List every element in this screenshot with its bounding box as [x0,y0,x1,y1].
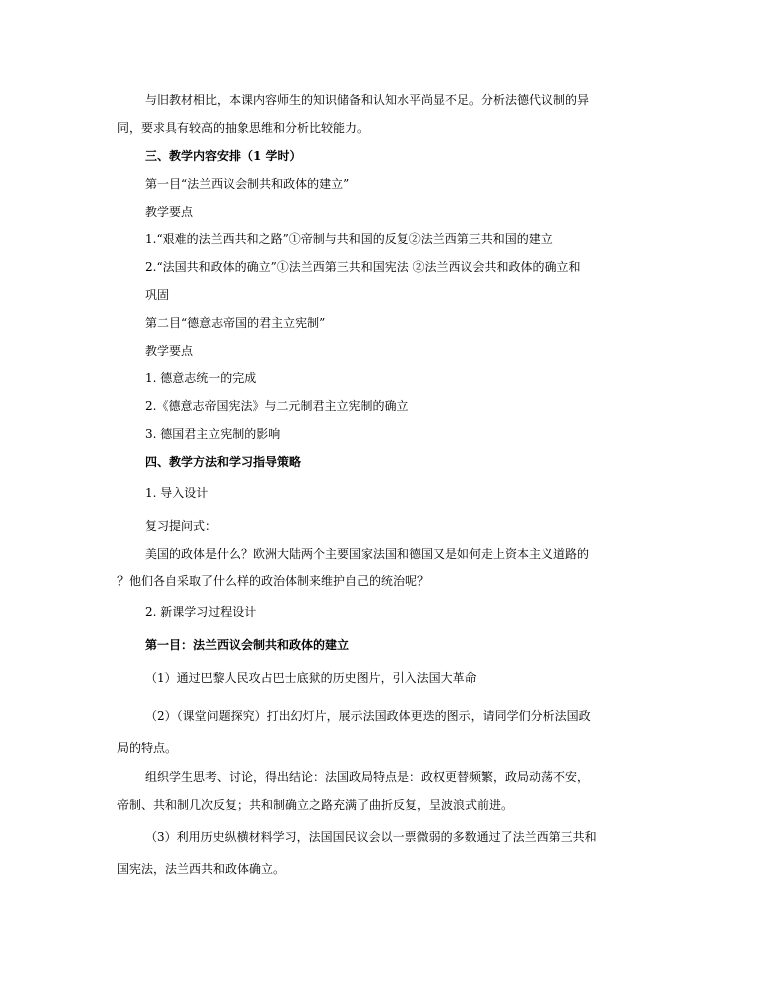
section-heading-4: 四、教学方法和学习指导策略 [145,455,302,469]
teaching-points-label: 教学要点 [145,344,194,358]
method-item: 1. 导入设计 [145,486,209,500]
subsection-title: 第二目“德意志帝国的君主立宪制” [145,316,326,330]
paragraph-line: 同，要求具有较高的抽象思维和分析比较能力。 [117,121,370,135]
paragraph-line: 与旧教材相比，本课内容师生的知识储备和认知水平尚显不足。分析法德代议制的异 [145,93,590,107]
list-item-continued: 巩固 [145,288,170,302]
paragraph-line: （1）通过巴黎人民攻占巴士底狱的历史图片，引入法国大革命 [145,671,477,685]
paragraph-line: 国宪法，法兰西共和政体确立。 [117,862,286,876]
method-subtitle: 复习提问式： [145,519,218,533]
list-item: 2.“法国共和政体的确立”①法兰西第三共和国宪法 ②法兰西议会共和政体的确立和 [145,260,581,274]
list-item: 3. 德国君主立宪制的影响 [145,427,281,441]
paragraph-line: 美国的政体是什么？欧洲大陆两个主要国家法国和德国又是如何走上资本主义道路的 [145,547,590,561]
first-item-heading: 第一目：法兰西议会制共和政体的建立 [145,638,350,652]
paragraph-line: ？他们各自采取了什么样的政治体制来维护自己的统治呢？ [117,574,430,588]
teaching-points-label: 教学要点 [145,205,194,219]
paragraph-line: 组织学生思考、讨论，得出结论：法国政局特点是：政权更替频繁，政局动荡不安， [145,770,590,784]
list-item: 2.《德意志帝国宪法》与二元制君主立宪制的确立 [145,399,409,413]
subsection-title: 第一目“法兰西议会制共和政体的建立” [145,177,350,191]
method-item: 2. 新课学习过程设计 [145,605,257,619]
list-item: 1. 德意志统一的完成 [145,371,257,385]
paragraph-line: （2）（课堂问题探究）打出幻灯片，展示法国政体更迭的图示，请同学们分析法国政 [145,709,591,723]
section-heading-3: 三、教学内容安排（1 学时） [145,149,302,163]
list-item: 1.“艰难的法兰西共和之路”①帝制与共和国的反复②法兰西第三共和国的建立 [145,232,553,246]
paragraph-line: （3）利用历史纵横材料学习，法国国民议会以一票微弱的多数通过了法兰西第三共和 [145,830,597,844]
paragraph-line: 帝制、共和制几次反复；共和制确立之路充满了曲折反复，呈波浪式前进。 [117,798,514,812]
paragraph-line: 局的特点。 [117,741,178,755]
